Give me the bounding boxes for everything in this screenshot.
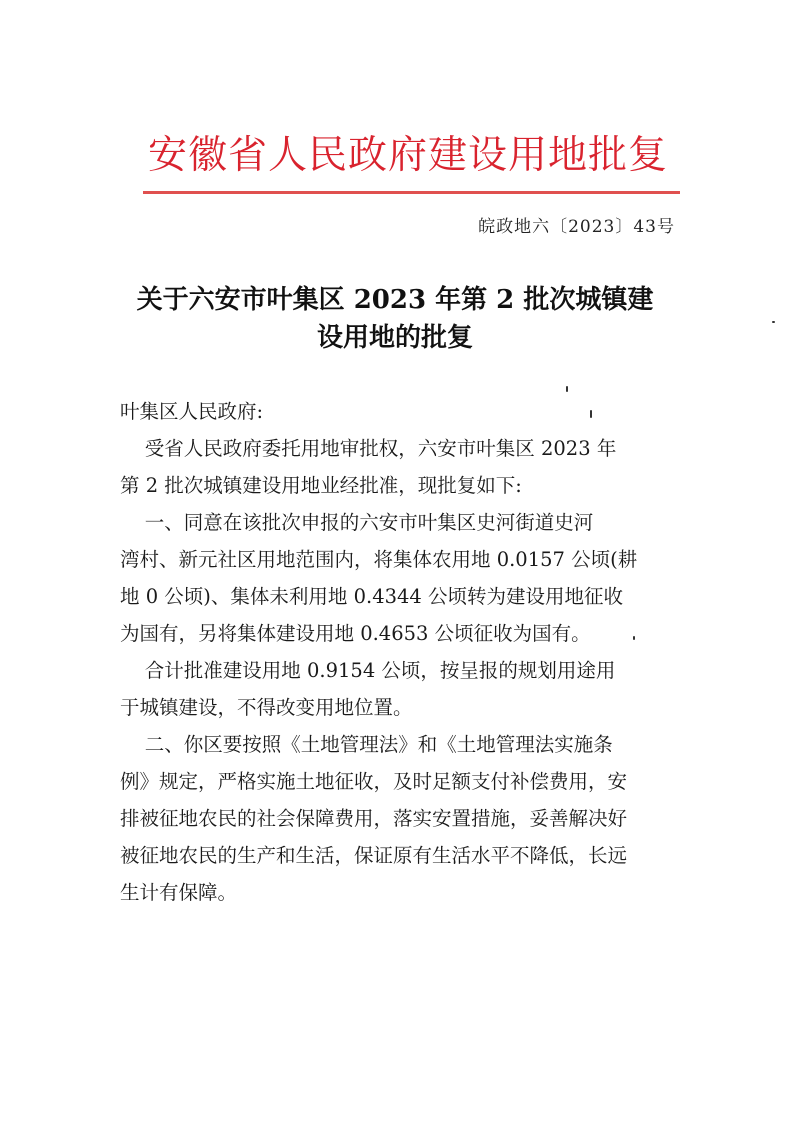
scan-speck bbox=[566, 386, 568, 392]
body-line: 第 2 批次城镇建设用地业经批准，现批复如下: bbox=[120, 474, 522, 497]
body-line: 二、你区要按照《土地管理法》和《土地管理法实施条 bbox=[120, 733, 613, 756]
document-body bbox=[120, 393, 676, 911]
body-line: 合计批准建设用地 0.9154 公顷，按呈报的规划用途用 bbox=[120, 659, 616, 682]
document-number: 皖政地六〔2023〕43号 bbox=[478, 217, 675, 237]
body-line: 排被征地农民的社会保障费用，落实安置措施，妥善解决好 bbox=[120, 807, 628, 830]
issuer-header-title: 安徽省人民政府建设用地批复 bbox=[148, 133, 669, 178]
scan-speck bbox=[772, 321, 775, 323]
body-line: 地 0 公顷)、集体未利用地 0.4344 公顷转为建设用地征收 bbox=[120, 585, 624, 608]
body-line: 受省人民政府委托用地审批权，六安市叶集区 2023 年 bbox=[120, 437, 617, 460]
body-line: 为国有，另将集体建设用地 0.4653 公顷征收为国有。 bbox=[120, 622, 591, 645]
salutation: 叶集区人民政府: bbox=[120, 400, 264, 423]
document-title bbox=[105, 281, 685, 357]
scan-speck bbox=[590, 410, 592, 418]
body-line: 被征地农民的生产和生活，保证原有生活水平不降低，长远 bbox=[120, 844, 628, 867]
document-title-line-2: 设用地的批复 bbox=[316, 323, 473, 353]
body-line: 例》规定，严格实施土地征收，及时足额支付补偿费用，安 bbox=[120, 770, 628, 793]
body-line: 生计有保障。 bbox=[120, 881, 238, 904]
body-line: 于城镇建设，不得改变用地位置。 bbox=[120, 696, 413, 719]
body-line: 一、同意在该批次申报的六安市叶集区史河街道史河 bbox=[120, 511, 594, 534]
red-divider-rule bbox=[143, 191, 680, 194]
scan-speck bbox=[633, 636, 635, 640]
body-line: 湾村、新元社区用地范围内，将集体农用地 0.0157 公顷(耕 bbox=[120, 548, 638, 571]
document-title-line-1: 关于六安市叶集区 2023 年第 2 批次城镇建 bbox=[136, 285, 654, 315]
